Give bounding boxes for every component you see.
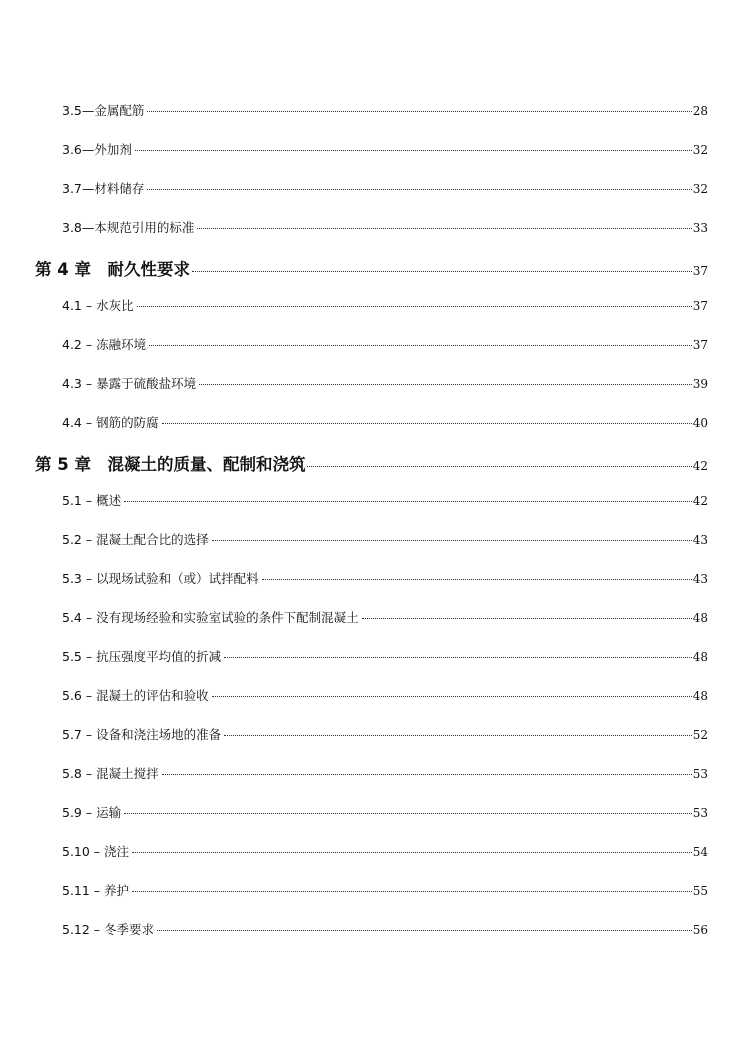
toc-entry-page: 53 xyxy=(692,806,708,820)
toc-entry-title: 5.10 – 浇注 xyxy=(62,844,130,859)
dot-leader xyxy=(132,891,692,892)
dot-leader xyxy=(224,657,692,658)
dot-leader xyxy=(212,696,692,697)
toc-entry-page: 48 xyxy=(692,650,708,664)
toc-entry-title: 3.8—本规范引用的标准 xyxy=(62,220,195,235)
toc-entry-page: 37 xyxy=(692,338,708,352)
toc-chapter[interactable] xyxy=(35,256,708,280)
toc-entry-title: 5.4 – 没有现场经验和实验室试验的条件下配制混凝土 xyxy=(62,610,359,625)
dot-leader xyxy=(199,384,692,385)
toc-entry[interactable] xyxy=(62,374,708,392)
dot-leader xyxy=(162,774,692,775)
toc-entry[interactable] xyxy=(62,764,708,782)
toc-entry-title: 5.12 – 冬季要求 xyxy=(62,922,155,937)
toc-chapter-page: 42 xyxy=(692,459,708,473)
toc-entry[interactable] xyxy=(62,218,708,236)
toc-entry[interactable] xyxy=(62,140,708,158)
toc-entry-title: 5.3 – 以现场试验和（或）试拌配料 xyxy=(62,571,259,586)
toc-entry[interactable] xyxy=(62,725,708,743)
dot-leader xyxy=(149,345,692,346)
toc-entry[interactable] xyxy=(62,881,708,899)
toc-entry[interactable] xyxy=(62,335,708,353)
toc-entry-page: 53 xyxy=(692,767,708,781)
toc-entry-title: 5.8 – 混凝土搅拌 xyxy=(62,766,159,781)
toc-entry-page: 56 xyxy=(692,923,708,937)
toc-entry-title: 5.5 – 抗压强度平均值的折减 xyxy=(62,649,222,664)
toc-entry-page: 39 xyxy=(692,377,708,391)
dot-leader xyxy=(147,189,691,190)
toc-entry-page: 43 xyxy=(692,572,708,586)
toc-entry-page: 33 xyxy=(692,221,708,235)
toc-entry[interactable] xyxy=(62,608,708,626)
toc-entry[interactable] xyxy=(62,101,708,119)
toc-entry-title: 5.1 – 概述 xyxy=(62,493,122,508)
toc-entry[interactable] xyxy=(62,296,708,314)
dot-leader xyxy=(124,813,692,814)
dot-leader xyxy=(307,466,691,467)
dot-leader xyxy=(192,271,692,272)
toc-chapter-title: 第 4 章 耐久性要求 xyxy=(35,260,190,279)
toc-entry[interactable] xyxy=(62,920,708,938)
toc-chapter[interactable] xyxy=(35,451,708,475)
dot-leader xyxy=(132,852,692,853)
toc-entry-title: 5.6 – 混凝土的评估和验收 xyxy=(62,688,209,703)
toc-entry-title: 3.7—材料储存 xyxy=(62,181,145,196)
toc-entry-title: 3.5—金属配筋 xyxy=(62,103,145,118)
toc-entry-title: 5.7 – 设备和浇注场地的准备 xyxy=(62,727,222,742)
toc-entry-title: 3.6—外加剂 xyxy=(62,142,132,157)
dot-leader xyxy=(135,150,692,151)
toc-entry-page: 48 xyxy=(692,611,708,625)
toc-entry-page: 42 xyxy=(692,494,708,508)
toc-entry[interactable] xyxy=(62,179,708,197)
toc-entry-page: 48 xyxy=(692,689,708,703)
toc-entry-title: 4.1 – 水灰比 xyxy=(62,298,134,313)
toc-entry[interactable] xyxy=(62,569,708,587)
toc-entry[interactable] xyxy=(62,842,708,860)
toc-chapter-title: 第 5 章 混凝土的质量、配制和浇筑 xyxy=(35,455,306,474)
toc-entry[interactable] xyxy=(62,530,708,548)
dot-leader xyxy=(224,735,692,736)
toc-entry-page: 37 xyxy=(692,299,708,313)
toc-entry[interactable] xyxy=(62,647,708,665)
dot-leader xyxy=(157,930,692,931)
toc-entry-page: 54 xyxy=(692,845,708,859)
toc-entry-title: 4.2 – 冻融环境 xyxy=(62,337,147,352)
toc-entry-page: 52 xyxy=(692,728,708,742)
dot-leader xyxy=(362,618,692,619)
dot-leader xyxy=(212,540,692,541)
toc-entry-title: 5.11 – 养护 xyxy=(62,883,130,898)
dot-leader xyxy=(124,501,692,502)
toc-entry-title: 4.4 – 钢筋的防腐 xyxy=(62,415,159,430)
toc-entry[interactable] xyxy=(62,803,708,821)
dot-leader xyxy=(137,306,692,307)
toc-entry-title: 5.9 – 运输 xyxy=(62,805,122,820)
toc-entry[interactable] xyxy=(62,686,708,704)
toc-entry-page: 32 xyxy=(692,182,708,196)
toc-entry-page: 55 xyxy=(692,884,708,898)
toc-entry[interactable] xyxy=(62,491,708,509)
dot-leader xyxy=(147,111,691,112)
toc-entry-title: 4.3 – 暴露于硫酸盐环境 xyxy=(62,376,197,391)
toc-entry-page: 28 xyxy=(692,104,708,118)
toc-entry-title: 5.2 – 混凝土配合比的选择 xyxy=(62,532,209,547)
toc-entry-page: 40 xyxy=(692,416,708,430)
dot-leader xyxy=(197,228,691,229)
toc-entry-page: 32 xyxy=(692,143,708,157)
dot-leader xyxy=(162,423,692,424)
dot-leader xyxy=(262,579,692,580)
toc-entry-page: 43 xyxy=(692,533,708,547)
toc-chapter-page: 37 xyxy=(692,264,708,278)
toc-entry[interactable] xyxy=(62,413,708,431)
